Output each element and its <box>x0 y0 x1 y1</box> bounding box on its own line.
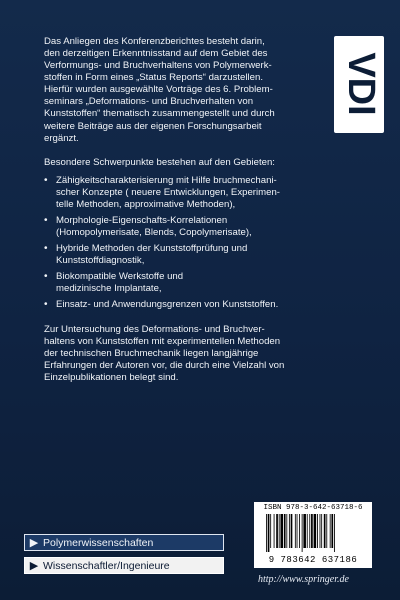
barcode-bar <box>274 514 275 548</box>
barcode-bar <box>266 514 267 552</box>
barcode-bar <box>297 514 298 548</box>
barcode-bar <box>326 514 327 548</box>
barcode-bar <box>302 514 303 552</box>
barcode-bar <box>320 514 321 548</box>
barcode-bar <box>331 514 333 548</box>
barcode-bar <box>286 514 287 548</box>
publisher-url[interactable]: http://www.springer.de <box>258 574 349 585</box>
barcode-bar <box>299 514 300 548</box>
barcode-bars <box>264 514 364 552</box>
barcode-bar <box>309 514 310 548</box>
barcode-bar <box>284 514 286 548</box>
list-item: • Biokompatible Werkstoffe und medizinische Implantate, <box>44 271 324 295</box>
arrow-icon: ▶ <box>29 537 39 549</box>
isbn-barcode <box>254 502 372 568</box>
barcode-bar <box>303 514 306 548</box>
barcode-bar <box>314 514 317 548</box>
logo-text: VDI <box>339 52 382 116</box>
series-label-1: Polymerwissenschaften <box>43 536 154 549</box>
barcode-bar <box>330 514 331 548</box>
isbn-digits: 9 783642 637186 <box>268 555 358 565</box>
series-label-2: Wissenschaftler/Ingenieure <box>43 559 170 572</box>
arrow-icon: ▶ <box>29 560 39 572</box>
barcode-bar <box>291 514 293 548</box>
paragraph-3: Zur Untersuchung des Deformations- und Bruchver- haltens von Kunststoffen mit experimentellen Methoden der technischen Bruchmechanik liegen langjährige Erfahrungen der Autoren vor, die durch eine Vielzahl von Einzelpublikationen belegt sind. <box>44 323 285 383</box>
barcode-bar <box>321 514 322 548</box>
series-line-secondary <box>24 557 224 574</box>
barcode-bar <box>324 514 326 548</box>
isbn-label: ISBN 978-3-642-63718-6 <box>263 504 363 512</box>
list-item: • Morphologie-Eigenschafts-Korrelationen (Homopolymerisate, Blends, Copolymerisate), <box>44 215 324 239</box>
list-item: • Einsatz- und Anwendungsgrenzen von Kunststoffen. <box>44 299 324 311</box>
focus-list <box>44 175 324 312</box>
list-item: • Hybride Methoden der Kunststoffprüfung und Kunststoffdiagnostik, <box>44 243 324 267</box>
barcode-bar <box>311 514 313 548</box>
list-item: • Zähigkeitscharakterisierung mit Hilfe bruchmechani- scher Konzepte ( neuere Entwicklungen, Experimen- telle Methoden, approximative Methoden), <box>44 175 324 211</box>
barcode-bar <box>268 514 270 552</box>
barcode-bar <box>270 514 271 548</box>
series-line-primary <box>24 534 224 551</box>
barcode-bar <box>280 514 283 548</box>
paragraph-2-intro: Besondere Schwerpunkte bestehen auf den Gebieten: <box>44 156 275 168</box>
series-labels <box>24 534 224 580</box>
barcode-bar <box>307 514 308 548</box>
barcode-bar <box>279 514 280 548</box>
barcode-bar <box>289 514 290 548</box>
paragraph-1: Das Anliegen des Konferenzberichtes besteht darin, den derzeitigen Erkenntnisstand auf dem Gebiet des Verformungs- und Bruchverhaltens von Polymerwerk- stoffen in Form eines „Status Reports“ darzustellen. Hierfür wurden ausgewählte Vorträge des 6. Problem- seminars „Deformations- und Bruchverhalten von Kunststoffen“ thematisch zusammengestellt und durch weitere Beiträge aus der eigenen Forschungsarbeit ergänzt. <box>44 36 275 144</box>
vdi-logo <box>334 36 384 133</box>
barcode-bar <box>295 514 296 548</box>
description <box>44 36 324 396</box>
vdi-logo-mark <box>334 36 384 133</box>
barcode-bar <box>317 514 318 548</box>
barcode-bar <box>276 514 278 548</box>
barcode-bar <box>334 514 335 552</box>
